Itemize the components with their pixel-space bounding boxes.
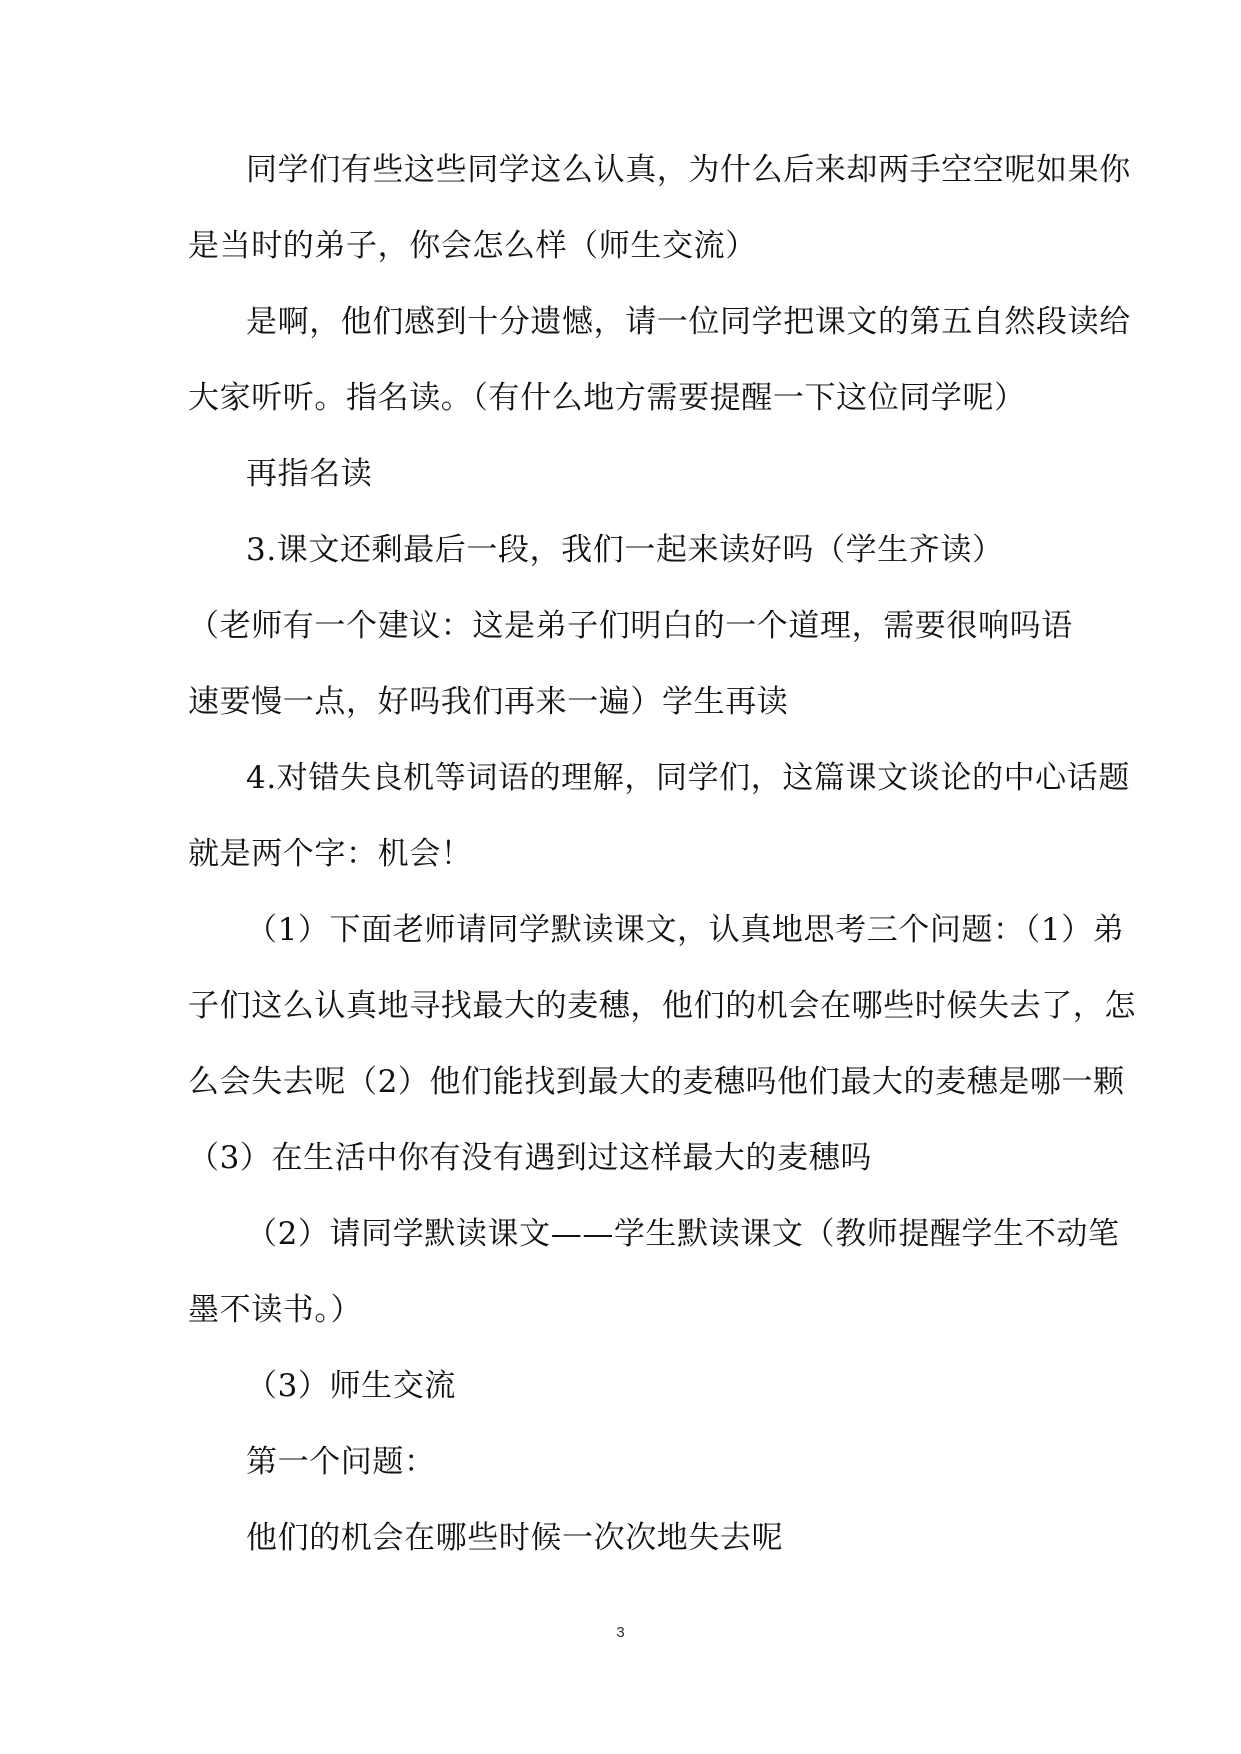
- text-line: 墨不读书。）: [188, 1292, 363, 1328]
- text-line: （3）师生交流: [246, 1368, 456, 1404]
- text-line: 3.课文还剩最后一段，我们一起来读好吗（学生齐读）: [246, 532, 1004, 568]
- text-line: 速要慢一点，好吗我们再来一遍）学生再读: [188, 684, 789, 720]
- text-line: 是当时的弟子，你会怎么样（师生交流）: [188, 228, 757, 264]
- text-line: （老师有一个建议：这是弟子们明白的一个道理，需要很响吗语: [188, 608, 1073, 644]
- text-line: （1）下面老师请同学默读课文，认真地思考三个问题：（1）弟: [246, 912, 1125, 948]
- text-line: 4.对错失良机等词语的理解，同学们，这篇课文谈论的中心话题: [246, 760, 1130, 796]
- text-line: 就是两个字：机会！: [188, 836, 473, 872]
- text-line: （2）请同学默读课文——学生默读课文（教师提醒学生不动笔: [246, 1216, 1120, 1252]
- text-line: （3）在生活中你有没有遇到过这样最大的麦穗吗: [188, 1140, 872, 1176]
- text-line: 他们的机会在哪些时候一次次地失去呢: [246, 1520, 784, 1556]
- text-line: 再指名读: [246, 456, 373, 492]
- text-line: 子们这么认真地寻找最大的麦穗，他们的机会在哪些时候失去了，怎: [188, 988, 1136, 1024]
- text-line: 同学们有些这些同学这么认真，为什么后来却两手空空呢如果你: [246, 152, 1131, 188]
- text-line: 么会失去呢（2）他们能找到最大的麦穗吗他们最大的麦穗是哪一颗: [188, 1064, 1125, 1100]
- text-line: 第一个问题：: [246, 1444, 436, 1480]
- page-number: 3: [616, 1624, 625, 1641]
- text-line: 大家听听。指名读。（有什么地方需要提醒一下这位同学呢）: [188, 380, 1026, 416]
- text-line: 是啊，他们感到十分遗憾，请一位同学把课文的第五自然段读给: [246, 304, 1131, 340]
